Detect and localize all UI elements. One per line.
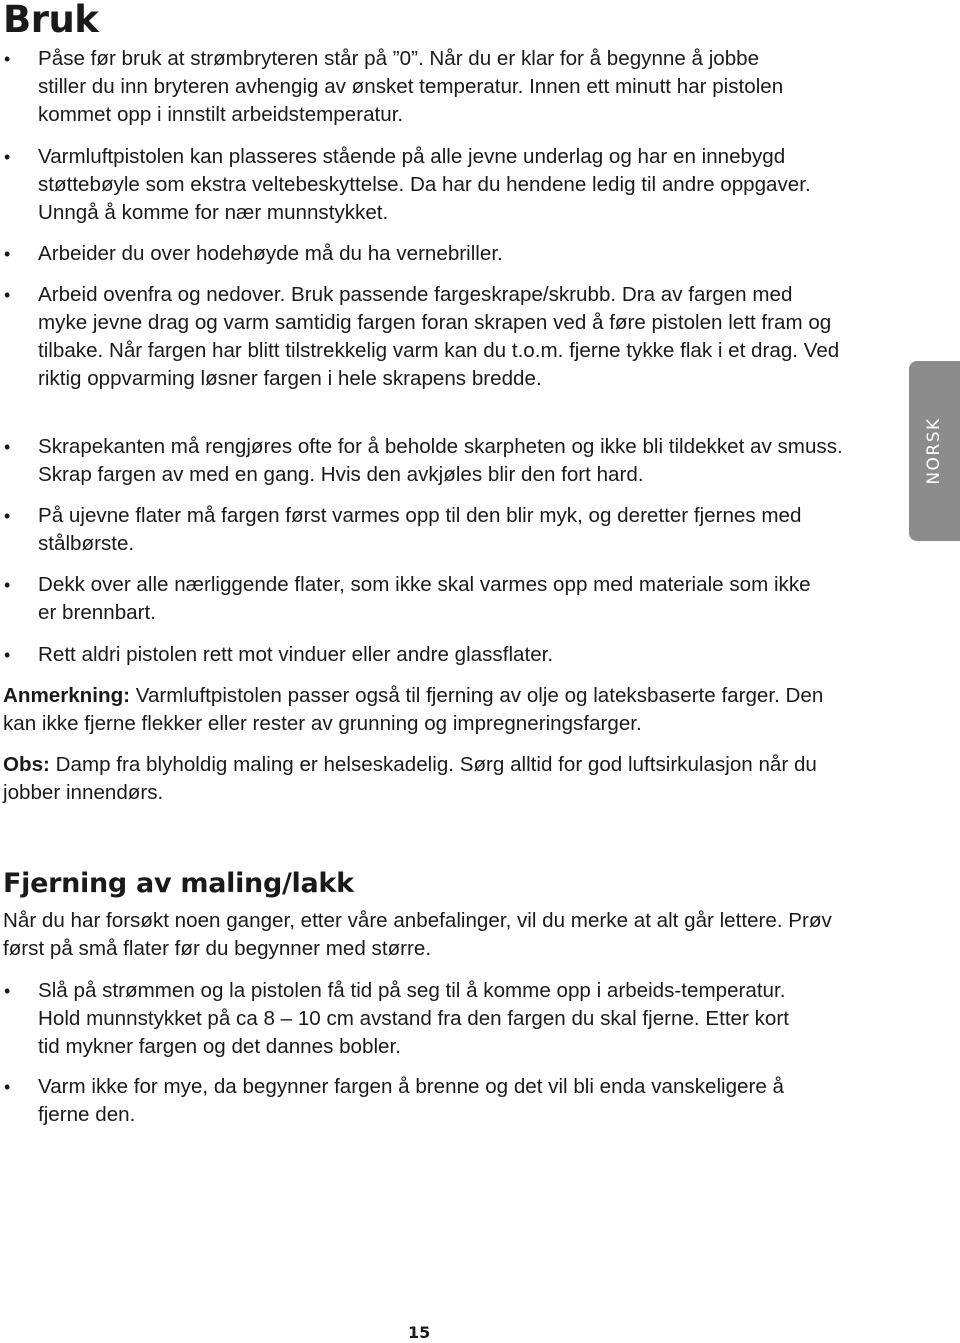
note-label: Anmerkning: (3, 684, 131, 707)
note-text: Varmluftpistolen passer også til fjerning av olje og lateksbaserte farger. Den kan ikke fjerne flekker eller rester av grunning og impregneringsfarger. (3, 684, 824, 735)
list-item-text: På ujevne flater må fargen først varmes opp til den blir myk, og deretter fjernes med stålbørste. (38, 504, 802, 555)
list-item (0, 1073, 790, 1129)
list-item-text: Varm ikke for mye, da begynner fargen å brenne og det vil bli enda vanskeligere å fjerne den. (38, 1075, 785, 1126)
obs-label: Obs: (3, 753, 50, 776)
list-item (0, 502, 855, 558)
bullet-icon: • (4, 645, 11, 665)
section-title-bruk: Bruk (3, 0, 99, 41)
bullet-icon: • (4, 981, 11, 1001)
list-item (0, 143, 830, 227)
language-side-tab (909, 361, 960, 541)
note-paragraph (3, 682, 853, 738)
list-item-text: Varmluftpistolen kan plasseres stående på alle jevne underlag og har en innebygd støttebøyle som ekstra veltebeskyttelse. Da har du hendene ledig til andre oppgaver. Unngå å komme for nær munnstykket. (38, 145, 811, 224)
bullet-icon: • (4, 244, 11, 264)
page-number: 15 (408, 1323, 431, 1342)
list-item-text: Arbeid ovenfra og nedover. Bruk passende fargeskrape/skrubb. Dra av fargen med myke jevne drag og varm samtidig fargen foran skrapen ved å føre pistolen lett fram og tilbake. Når fargen har blitt tilstrekkelig varm kan du t.o.m. fjerne tykke flak i et drag. Ved riktig oppvarming løsner fargen i hele skrapens bredde. (38, 283, 840, 390)
list-item (0, 977, 790, 1061)
list-item (0, 571, 830, 627)
obs-text: Damp fra blyholdig maling er helseskadelig. Sørg alltid for god luftsirkulasjon når du jobber innendørs. (3, 753, 817, 804)
obs-paragraph (3, 751, 853, 807)
list-item-text: Arbeider du over hodehøyde må du ha vernebriller. (38, 242, 503, 265)
bullet-icon: • (4, 575, 11, 595)
bullet-icon: • (4, 1077, 11, 1097)
list-item (0, 45, 800, 129)
language-label: NORSK (924, 417, 944, 485)
list-item-text: Rett aldri pistolen rett mot vinduer eller andre glassflater. (38, 643, 554, 666)
list-item (0, 240, 850, 268)
list-item (0, 281, 845, 393)
list-item-text: Slå på strømmen og la pistolen få tid på seg til å komme opp i arbeids-temperatur. Hold munnstykket på ca 8 – 10 cm avstand fra den fargen du skal fjerne. Etter kort tid mykner fargen og det dannes bobler. (38, 979, 789, 1058)
list-item-text: Skrapekanten må rengjøres ofte for å beholde skarpheten og ikke bli tildekket av smuss. Skrap fargen av med en gang. Hvis den avkjøles blir den fort hard. (38, 435, 843, 486)
section-title-fjerning: Fjerning av maling/lakk (3, 868, 354, 899)
intro-paragraph: Når du har forsøkt noen ganger, etter våre anbefalinger, vil du merke at alt går lettere. Prøv først på små flater før du begynner med større. (3, 909, 832, 960)
bullet-icon: • (4, 285, 11, 305)
bullet-icon: • (4, 437, 11, 457)
list-item (0, 433, 850, 489)
list-item-text: Påse før bruk at strømbryteren står på ”0”. Når du er klar for å begynne å jobbe stiller du inn bryteren avhengig av ønsket temperatur. Innen ett minutt har pistolen kommet opp i innstilt arbeidstemperatur. (38, 47, 784, 126)
list-item (0, 641, 850, 669)
bullet-icon: • (4, 506, 11, 526)
bullet-icon: • (4, 49, 11, 69)
list-item-text: Dekk over alle nærliggende flater, som ikke skal varmes opp med materiale som ikke er brennbart. (38, 573, 811, 624)
bullet-icon: • (4, 147, 11, 167)
